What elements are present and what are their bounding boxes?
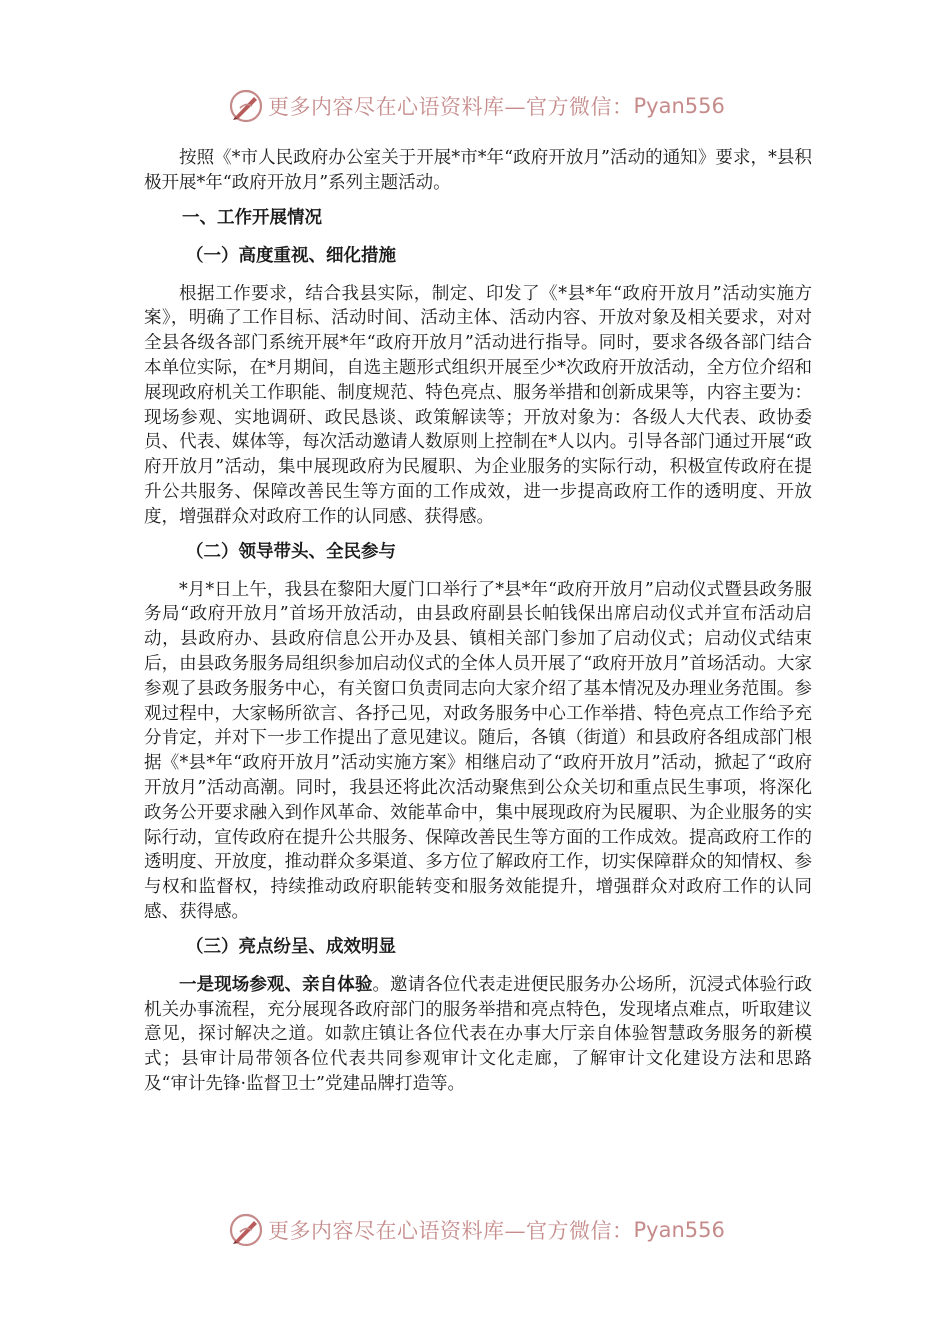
watermark-header [228, 84, 725, 128]
intro-paragraph: 按照《*市人民政府办公室关于开展*市*年“政府开放月”活动的通知》要求，*县积极开展*年“政府开放月”系列主题活动。 [144, 148, 812, 193]
watermark-footer [228, 1208, 725, 1252]
subsection-3-text: 。邀请各位代表走进便民服务办公场所，沉浸式体验行政机关办事流程，充分展现各政府部门的服务举措和亮点特色，发现堵点难点，听取建议意见，探讨解决之道。如款庄镇让各位代表在办事大厅亲自体验智慧政务服务的新模式；县审计局带领各位代表共同参观审计文化走廊，了解审计文化建设方法和思路及“审计先锋·监督卫士”党建品牌打造等。 [144, 974, 813, 1094]
subsection-3-paragraph [144, 973, 812, 1097]
pen-logo-icon [228, 88, 264, 124]
section-heading-1: 一、工作开展情况 [182, 207, 322, 228]
subsection-1-paragraph: 根据工作要求，结合我县实际，制定、印发了《*县*年“政府开放月”活动实施方案》，明确了工作目标、活动时间、活动主体、活动内容、开放对象及相关要求，对对全县各级各部门系统开展*年“政府开放月”活动进行指导。同时，要求各级各部门结合本单位实际，在*月期间，自选主题形式组织开展至少*次政府开放活动，全方位介绍和展现政府机关工作职能、制度规范、特色亮点、服务举措和创新成果等，内容主要为：现场参观、实地调研、政民恳谈、政策解读等；开放对象为：各级人大代表、政协委员、代表、媒体等，每次活动邀请人数原则上控制在*人以内。引导各部门通过开展“政府开放月”活动，集中展现政府为民履职、为企业服务的实际行动，积极宣传政府在提升公共服务、保障改善民生等方面的工作成效，进一步提高政府工作的透明度、开放度，增强群众对政府工作的认同感、获得感。 [144, 283, 812, 527]
subsection-heading-3: （三）亮点纷呈、成效明显 [186, 936, 396, 957]
subsection-2-paragraph: *月*日上午，我县在黎阳大厦门口举行了*县*年“政府开放月”启动仪式暨县政务服务局“政府开放月”首场开放活动，由县政府副县长帕钱保出席启动仪式并宣布活动启动，县政府办、县政府信息公开办及县、镇相关部门参加了启动仪式；启动仪式结束后，由县政务服务局组织参加启动仪式的全体人员开展了“政府开放月”首场活动。大家参观了县政务服务中心，有关窗口负责同志向大家介绍了基本情况及办理业务范围。参观过程中，大家畅所欲言、各抒己见，对政务服务中心工作举措、特色亮点工作给予充分肯定，并对下一步工作提出了意见建议。随后，各镇（街道）和县政府各组成部门根据《*县*年“政府开放月”活动实施方案》相继启动了“政府开放月”活动，掀起了“政府开放月”活动高潮。同时，我县还将此次活动聚焦到公众关切和重点民生事项，将深化政务公开要求融入到作风革命、效能革命中，集中展现政府为民履职、为企业服务的实际行动，宣传政府在提升公共服务、保障改善民生等方面的工作成效。提高政府工作的透明度、开放度，推动群众多渠道、多方位了解政府工作，切实保障群众的知情权、参与权和监督权，持续推动政府职能转变和服务效能提升，增强群众对政府工作的认同感、获得感。 [144, 579, 812, 922]
subsection-3-lead: 一是现场参观、亲自体验 [179, 974, 373, 995]
watermark-handle: Pyan556 [633, 94, 725, 118]
watermark-text: 更多内容尽在心语资料库—官方微信： [268, 95, 634, 119]
watermark-text: 更多内容尽在心语资料库—官方微信： [268, 1219, 634, 1243]
subsection-heading-2: （二）领导带头、全民参与 [186, 541, 396, 562]
subsection-heading-1: （一）高度重视、细化措施 [186, 245, 396, 266]
watermark-handle: Pyan556 [633, 1218, 725, 1242]
document-body [144, 146, 812, 1107]
pen-logo-icon [228, 1212, 264, 1248]
